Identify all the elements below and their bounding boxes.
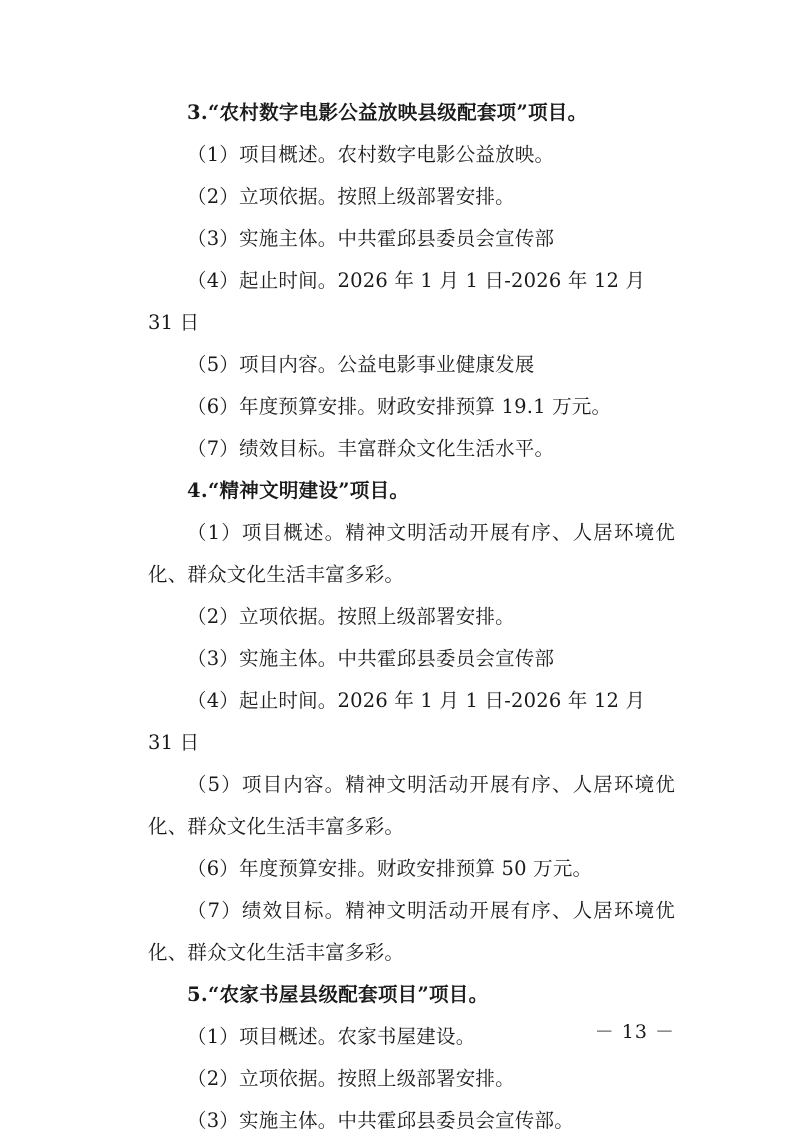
paragraph: （3）实施主体。中共霍邱县委员会宣传部 <box>187 647 555 670</box>
document-body <box>148 92 675 1142</box>
paragraph: （5）项目内容。精神文明活动开展有序、人居环境优化、群众文化生活丰富多彩。 <box>148 773 675 838</box>
paragraph: （6）年度预算安排。财政安排预算 50 万元。 <box>187 857 593 880</box>
paragraph: （2）立项依据。按照上级部署安排。 <box>187 185 515 208</box>
paragraph: （1）项目概述。农家书屋建设。 <box>187 1025 476 1048</box>
paragraph: （4）起止时间。2026 年 1 月 1 日-2026 年 12 月 31 日 <box>148 269 646 334</box>
paragraph: （2）立项依据。按照上级部署安排。 <box>187 1067 515 1090</box>
section-heading: 3.“农村数字电影公益放映县级配套项”项目。 <box>187 101 588 124</box>
paragraph: （7）绩效目标。精神文明活动开展有序、人居环境优化、群众文化生活丰富多彩。 <box>148 899 675 964</box>
paragraph: （2）立项依据。按照上级部署安排。 <box>187 605 515 628</box>
page-number: － 13 － <box>594 1021 675 1043</box>
paragraph: （1）项目概述。精神文明活动开展有序、人居环境优化、群众文化生活丰富多彩。 <box>148 521 675 586</box>
paragraph: （3）实施主体。中共霍邱县委员会宣传部。 <box>187 1109 574 1132</box>
section-heading: 5.“农家书屋县级配套项目”项目。 <box>187 983 489 1006</box>
paragraph: （4）起止时间。2026 年 1 月 1 日-2026 年 12 月 31 日 <box>148 689 646 754</box>
paragraph: （3）实施主体。中共霍邱县委员会宣传部 <box>187 227 555 250</box>
paragraph: （5）项目内容。公益电影事业健康发展 <box>187 353 535 376</box>
section-heading: 4.“精神文明建设”项目。 <box>187 479 410 502</box>
paragraph: （7）绩效目标。丰富群众文化生活水平。 <box>187 437 555 460</box>
paragraph: （6）年度预算安排。财政安排预算 19.1 万元。 <box>187 395 612 418</box>
paragraph: （1）项目概述。农村数字电影公益放映。 <box>187 143 555 166</box>
